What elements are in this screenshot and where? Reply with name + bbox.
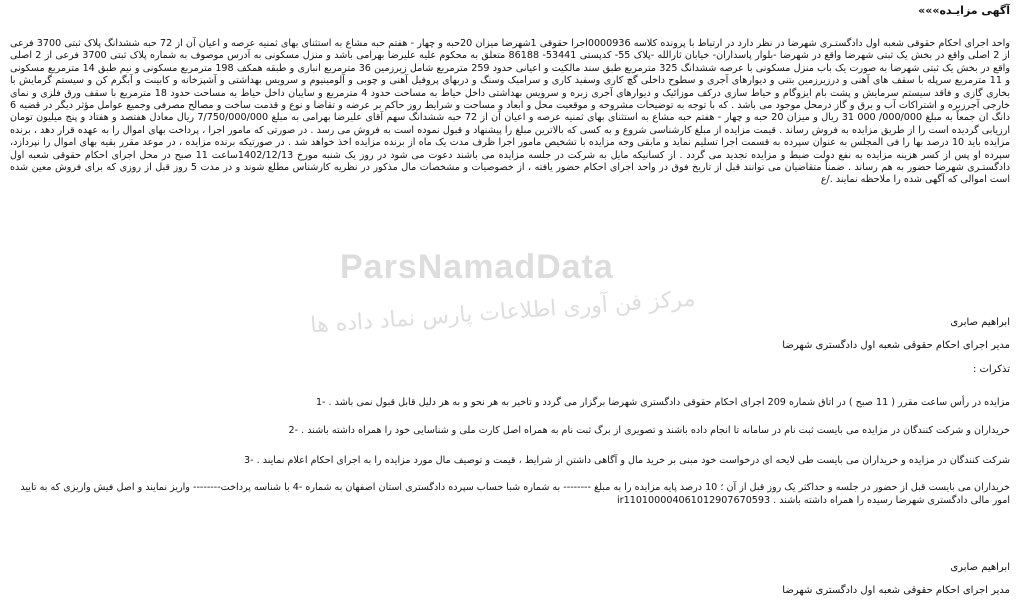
page-title: آگهی مزایـده»»»	[918, 4, 1010, 17]
note-item: شرکت کنندگان در مزایده و خریداران می بایست طی لایحه ای درخواست خود مبنی بر خرید مال و آگاهی داشتن از شرایط ، قیمت و توصیف مال مورد مزایده را به اجرای احکام اعلام نمایند . -3	[243, 455, 1010, 466]
watermark-farsi-text: مرکز فن آوری اطلاعات پارس نماد داده ها	[309, 286, 697, 339]
signer-role: مدیر اجرای احکام حقوقی شعبه اول دادگستری شهرضا	[782, 340, 1010, 351]
notes-title: تذکرات :	[972, 364, 1010, 375]
announcement-body: واحد اجرای احکام حقوقی شعبه اول دادگستـری شهرضا در نظر دارد در ارتباط با پرونده کلاسه 0000936اجرا حقوقی 1شهرضا میزان 20حبه و چهار - هفتم حبه مشاع به استثنای بهای ثمنیه عرصه و اعیان آن از 72 حبه ششدانگ پلاک ثبتی 3700 فرعی از 2 اصلی واقع در بخش یک ثبتی شهرضا واقع در شهرضا -بلوار پاسداران- خیابان ثارالله -پلاک 55- کدپستی 53441- 86188 متعلق به محکوم علیه علیرضا بهرامی باشد و منزل مسکونی به آدرس موصوف به شماره پلاک ثبتی 3700 فرعی از 2 اصلی واقع در بخش یک ثبتی شهرضا به صورت یک باب منزل مسکونی با عرصه ششدانگ 325 مترمربع طبق سند مالکیت و اعیانی حدود 259 مترمربع شامل زیرزمین 36 مترمربع انباری و طبقه همکف 198 مترمربع مسکونی و نیم طبق 14 مترمربع مسکونی و 11 مترمربع سرپله با سقف های آهنی و درزیرزمین بتنی و دیوارهای آجری و سطوح داخلی گچ کاری وسفید کاری و سرامیک وسنگ و دربهای پروفیل آهنی و چوبی و آلومینیوم و سرویس بهداشتی و آشپزخانه و کابینت و آبگرم کن و سیستم گرمایش با بخاری گازی و فاقد سیستم سرمایش و پشت بام ایزوگام و حیاط سازی درکف موزائیک و دیوارهای آجری زبره و سرویس بهداشتی داخل حیاط به مساحت حدود 4 مترمربع و سایبان داخل حیاط به مساحت حدود 18 مترمربع با سقف ورق فلزی و نمای خارجی آجرزبره و اشتراکات آب و برق و گاز درمحل موجود می باشد . که با توجه به توضیحات مشروحه و موقعیت محل و ابعاد و مساحت و شرایط روز حاکم بر عرضه و تقاضا و نوع و قدمت ساخت و مصالح مصرفی وجمیع عوامل مؤثر دیگر در قضیه 6 دانگ ان جمعاً به مبلغ 000/000/ 000 31 ریال و میزان 20 حبه و چهار - هفتم حبه مشاع به استثنای بهای ثمنیه عرصه و اعیان آن از 72 حبه ششدانگ سهم آقای علیرضا بهرامی به مبلغ 7/750/000/000 ریال معادل هفتصد و هفتاد و پنج میلیون تومان ارزیابی گردیده است را از طریق مزایده به فروش رساند . قیمت مزایده از مبلغ کارشناسی شروع و به کسی که بالاترین مبلغ را پیشنهاد و قبول نموده است به فروش می رسد . در صورتی که مامور اجرا ، پرداخت بهای اموال را به عهده قرار دهد ، برنده مزایده باید 10 درصد بها را فی المجلس به عنوان سپرده به قسمت اجرا تسلیم نماید و مابقی وجه مزایده با تشخیص مامور اجرا ظرف مدت یک ماه از برنده مزایده اخذ خواهد شد . در صورتیکه برنده مزایده ، در موعد مقرر بقیه بهای اموال را نپردازد، سپرده او پس از کسر هزینه مزایده به نفع دولت ضبط و مزایده تجدید می گردد . از کسانیکه مایل به شرکت در جلسه مزایده می باشند دعوت می شود در روز یک شنبه مورخ 1402/12/13ساعت 11 صبح در محل اجرای احکام حقوقی شعبه اول دادگستـری شهرضا حضور به هم رساند . ضمناً متقاضیان می توانند قبل از تاریخ فوق در واحد اجرای احکام حضور یافته ، از خصوصیات و مشخصات مال مذکور در نظریه کارشناس مطلع شوند و در مدت 5 روز قبل از روزی که برای فروش معین شده است اموالی که آگهی شده را ملاحظه نمایند ./ع	[10, 38, 1011, 186]
signature-block-2	[782, 562, 1010, 596]
signer-name: ابراهیم صابری	[950, 317, 1010, 328]
note-item: خریداران می بایست قبل از حضور در جلسه و حداکثر یک روز قبل از آن ؛ 10 درصد پایه مزایده را به مبلغ -------- به شماره شبا حساب سپرده دادگستری استان اصفهان به شماره -4 با شناسه پرداخت-------- واریز نمایند و اصل فیش واریزی که به تایید امور مالی دادگستری شهرضا رسیده را همراه داشته باشند . ir110100004061012907670593	[20, 482, 1010, 506]
note-item: مزایده در رأس ساعت مقرر ( 11 صبح ) در اتاق شماره 209 اجرای احکام حقوقی دادگستری شهرضا برگزار می گردد و تاخیر به هر نحو و به هر دلیل قابل قبول نمی باشد . -1	[315, 397, 1010, 408]
signer-role: مدیر اجرای احکام حقوقی شعبه اول دادگستری شهرضا	[782, 585, 1010, 596]
signature-block-1	[782, 317, 1010, 351]
watermark-latin-text: ParsNamadData	[340, 248, 614, 286]
signer-name: ابراهیم صابری	[950, 562, 1010, 573]
note-item: خریداران و شرکت کنندگان در مزایده می بایست ثبت نام در سامانه تا انجام داده باشند و تصویری از برگ ثبت نام به همراه اصل کارت ملی و شناسایی خود را همراه داشته باشند . -2	[288, 425, 1010, 436]
watermark	[300, 248, 720, 358]
